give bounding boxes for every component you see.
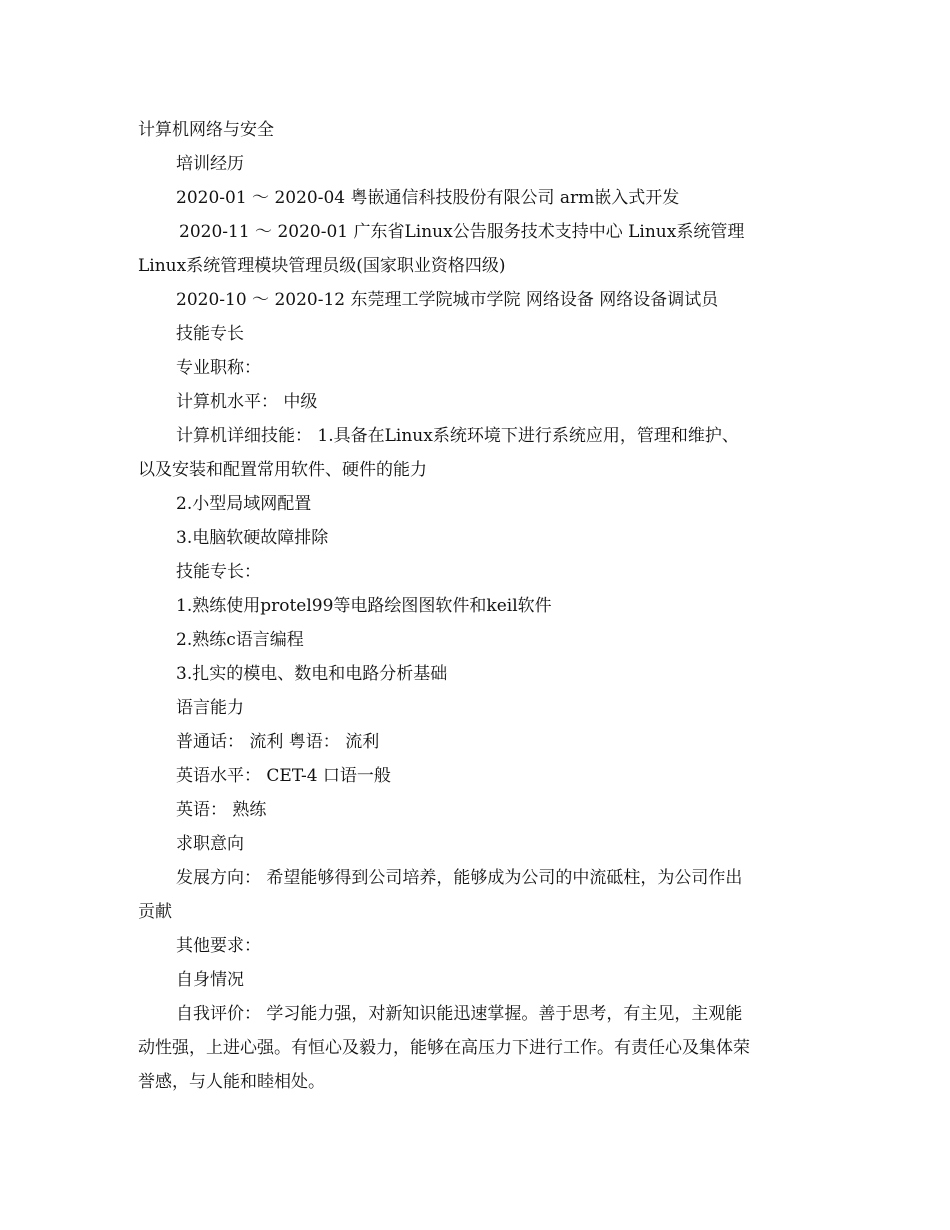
text-line: 2020-10 ～ 2020-12 东莞理工学院城市学院 网络设备 网络设备调试员 <box>176 290 719 310</box>
text-line: 誉感，与人能和睦相处。 <box>138 1072 325 1092</box>
section-heading-skills: 技能专长 <box>176 324 244 344</box>
text-line: 2020-11 ～ 2020-01 广东省Linux公告服务技术支持中心 Linux系统管理 <box>179 222 745 242</box>
text-line: 计算机详细技能： 1.具备在Linux系统环境下进行系统应用，管理和维护、 <box>176 426 739 446</box>
text-line: 计算机水平： 中级 <box>176 392 318 412</box>
text-line: 其他要求： <box>176 936 261 956</box>
text-line: 贡献 <box>138 902 172 922</box>
section-heading-self: 自身情况 <box>176 970 244 990</box>
text-line: 2.小型局域网配置 <box>176 494 312 514</box>
text-line: 英语： 熟练 <box>176 800 267 820</box>
text-line: 发展方向： 希望能够得到公司培养，能够成为公司的中流砥柱，为公司作出 <box>176 868 743 888</box>
text-line: 3.扎实的模电、数电和电路分析基础 <box>176 664 448 684</box>
text-line: 3.电脑软硬故障排除 <box>176 528 329 548</box>
text-line: 计算机网络与安全 <box>138 120 274 140</box>
text-line: 自我评价： 学习能力强，对新知识能迅速掌握。善于思考，有主见，主观能 <box>176 1004 743 1024</box>
text-line: 1.熟练使用protel99等电路绘图图软件和keil软件 <box>176 596 552 616</box>
text-line: Linux系统管理模块管理员级(国家职业资格四级) <box>138 256 506 276</box>
text-line: 2.熟练c语言编程 <box>176 630 304 650</box>
text-line: 动性强，上进心强。有恒心及毅力，能够在高压力下进行工作。有责任心及集体荣 <box>138 1038 750 1058</box>
text-line: 2020-01 ～ 2020-04 粤嵌通信科技股份有限公司 arm嵌入式开发 <box>176 188 680 208</box>
text-line: 专业职称： <box>176 358 261 378</box>
text-line: 英语水平： CET-4 口语一般 <box>176 766 391 786</box>
section-heading-job-intention: 求职意向 <box>176 834 244 854</box>
text-line: 以及安装和配置常用软件、硬件的能力 <box>138 460 427 480</box>
section-heading-training: 培训经历 <box>176 154 244 174</box>
section-heading-language: 语言能力 <box>176 698 244 718</box>
text-line: 技能专长： <box>176 562 261 582</box>
text-line: 普通话： 流利 粤语： 流利 <box>176 732 380 752</box>
